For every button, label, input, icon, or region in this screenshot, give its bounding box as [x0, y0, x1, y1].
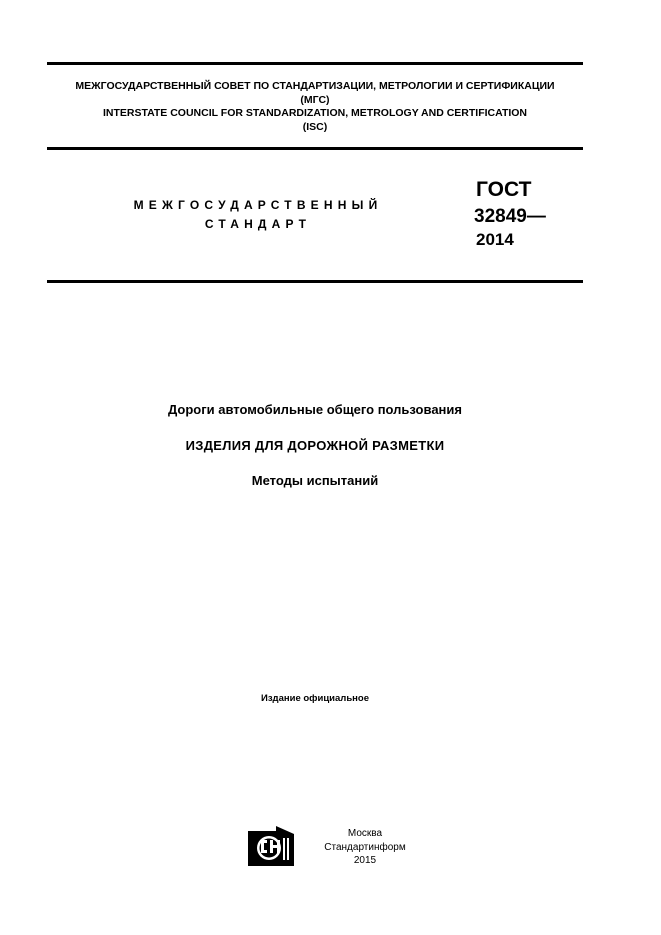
edition-label: Издание официальное	[261, 693, 369, 704]
publisher-name: Стандартинформ	[324, 841, 406, 853]
publisher-year: 2015	[353, 855, 377, 866]
standard-designation	[474, 176, 546, 250]
top-divider	[47, 62, 583, 65]
standard-code: ГОСТ	[476, 178, 532, 201]
standard-number: 32849—	[474, 206, 546, 227]
council-abbr-ru: (МГС)	[300, 93, 330, 106]
standartinform-logo-icon	[248, 826, 294, 866]
council-name-ru: МЕЖГОСУДАРСТВЕННЫЙ СОВЕТ ПО СТАНДАРТИЗАЦИИ, МЕТРОЛОГИИ И СЕРТИФИКАЦИИ	[75, 80, 555, 92]
standard-kind-line1: МЕЖГОСУДАРСТВЕННЫЙ	[133, 198, 383, 212]
council-header	[47, 80, 583, 134]
council-abbr-en: (ISC)	[302, 120, 328, 133]
bottom-divider	[47, 280, 583, 283]
council-name-en: INTERSTATE COUNCIL FOR STANDARDIZATION, METROLOGY AND CERTIFICATION	[102, 107, 528, 119]
standard-year: 2014	[476, 230, 514, 249]
standard-kind	[108, 196, 408, 234]
title-line-2: ИЗДЕЛИЯ ДЛЯ ДОРОЖНОЙ РАЗМЕТКИ	[185, 438, 445, 453]
standard-kind-line2: СТАНДАРТ	[204, 217, 312, 231]
middle-divider	[47, 147, 583, 150]
publisher-info	[320, 827, 410, 868]
document-title	[47, 400, 583, 491]
title-line-3: Методы испытаний	[251, 473, 379, 488]
title-line-1: Дороги автомобильные общего пользования	[168, 402, 462, 417]
publisher-city: Москва	[347, 828, 383, 839]
